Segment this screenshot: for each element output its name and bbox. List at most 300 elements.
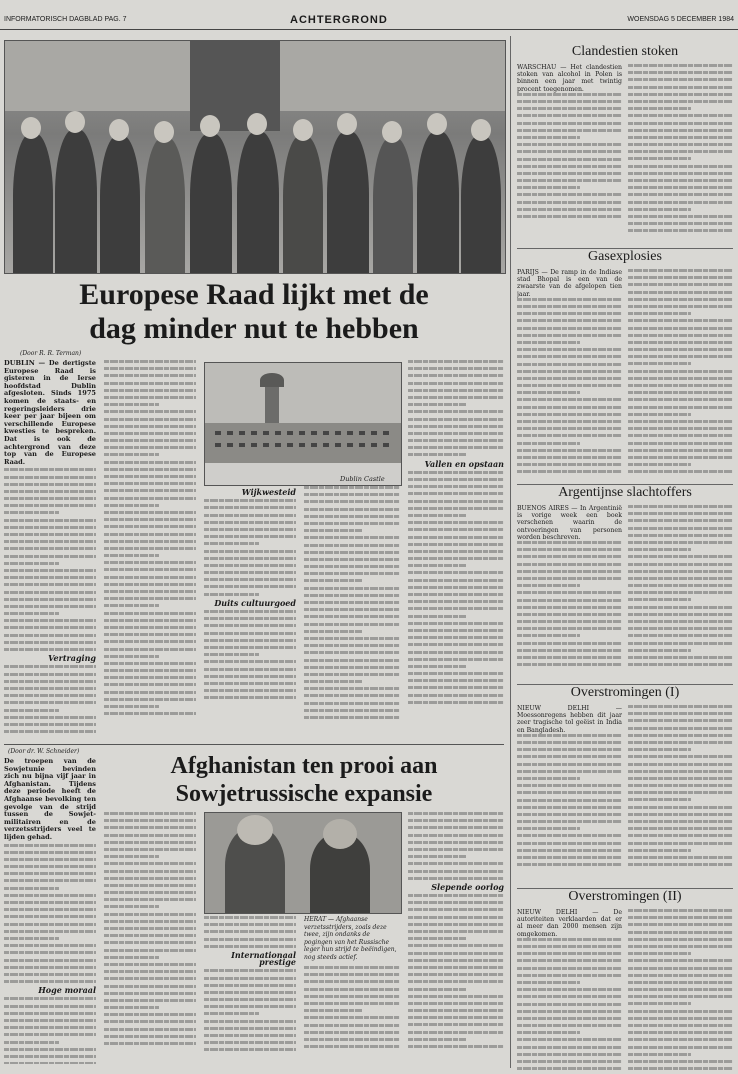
text-line <box>104 633 196 636</box>
text-line <box>628 620 733 623</box>
text-line <box>4 709 59 712</box>
text-line <box>628 1031 733 1034</box>
text-line <box>517 959 622 962</box>
text-line <box>517 806 622 809</box>
text-line <box>517 143 622 146</box>
text-line <box>408 425 504 428</box>
text-line <box>628 952 691 955</box>
text-line <box>517 456 622 459</box>
text-line <box>628 512 733 515</box>
text-line <box>304 594 400 597</box>
text-line <box>408 1031 504 1034</box>
text-line <box>408 500 504 503</box>
text-line <box>304 973 400 976</box>
brief-title: Overstromingen (I) <box>570 685 680 700</box>
text-line <box>628 834 733 837</box>
text-line <box>4 1062 96 1064</box>
text-line <box>104 547 196 550</box>
text-line <box>517 449 622 452</box>
brief-lead: BUENOS AIRES — In Argentinië is vorige week een boek verschenen waarin de ontvoeringen van personen worden beschreven. <box>517 505 622 541</box>
text-line <box>304 615 400 618</box>
text-line <box>628 763 733 766</box>
text-line <box>204 593 259 596</box>
text-line <box>4 858 96 861</box>
text-line <box>4 723 96 726</box>
article-divider <box>4 744 504 745</box>
text-line <box>517 777 580 780</box>
text-line <box>4 619 96 622</box>
text-line <box>408 1002 504 1005</box>
text-line <box>628 327 733 330</box>
text-line <box>517 856 622 859</box>
text-line <box>104 941 196 944</box>
article1-col5 <box>408 360 504 740</box>
text-line <box>304 988 400 991</box>
text-line <box>408 894 504 897</box>
text-line <box>408 665 466 668</box>
text-line <box>517 755 622 758</box>
text-line <box>517 649 622 652</box>
text-line <box>104 648 196 651</box>
text-line <box>628 748 691 751</box>
text-line <box>104 590 196 593</box>
text-line <box>517 627 622 630</box>
text-line <box>517 327 622 330</box>
text-line <box>104 848 196 851</box>
text-line <box>517 406 622 409</box>
text-line <box>628 806 733 809</box>
text-line <box>408 360 504 363</box>
text-line <box>104 554 159 557</box>
text-line <box>408 819 504 822</box>
text-line <box>628 93 733 96</box>
text-line <box>628 634 733 637</box>
text-line <box>517 974 622 977</box>
text-line <box>204 916 296 919</box>
text-line <box>517 370 622 373</box>
text-line <box>628 770 733 773</box>
text-line <box>408 923 504 926</box>
text-line <box>304 1009 362 1012</box>
text-line <box>304 587 400 590</box>
brief-title: Clandestien stoken <box>571 44 679 59</box>
text-line <box>104 382 196 385</box>
article1-subhead-vallen: Vallen en opstaan <box>424 458 504 469</box>
brief-title: Argentijnse slachtoffers <box>558 485 692 500</box>
text-line <box>104 453 159 456</box>
text-line <box>408 1045 504 1048</box>
text-line <box>408 877 504 880</box>
text-line <box>104 698 196 701</box>
text-line <box>408 478 504 481</box>
page-header <box>0 0 738 36</box>
text-line <box>628 555 733 558</box>
text-line <box>204 535 296 538</box>
text-line <box>628 355 733 358</box>
text-line <box>408 995 504 998</box>
text-line <box>628 916 733 919</box>
text-line <box>4 562 59 565</box>
text-line <box>517 165 622 168</box>
text-line <box>517 995 622 998</box>
text-line <box>408 848 504 851</box>
text-line <box>628 909 733 912</box>
text-line <box>408 514 466 517</box>
text-line <box>204 1041 296 1044</box>
text-line <box>517 193 622 196</box>
text-line <box>304 1031 400 1034</box>
text-line <box>204 632 296 635</box>
text-line <box>204 506 296 509</box>
text-line <box>304 608 400 611</box>
text-line <box>628 1038 733 1041</box>
text-line <box>104 985 196 988</box>
header-section: ACHTERGROND <box>290 14 388 26</box>
text-line <box>517 784 622 787</box>
text-line <box>517 584 580 587</box>
text-line <box>304 544 400 547</box>
text-line <box>204 646 296 649</box>
text-line <box>204 639 296 642</box>
text-line <box>628 606 733 609</box>
text-line <box>204 521 296 524</box>
article1-col3 <box>204 486 296 740</box>
text-line <box>628 784 733 787</box>
text-line <box>628 305 733 308</box>
text-line <box>628 995 733 998</box>
text-line <box>628 856 733 859</box>
text-line <box>304 1045 400 1048</box>
text-line <box>628 470 733 473</box>
text-line <box>4 901 96 904</box>
text-line <box>517 945 622 948</box>
text-line <box>204 1005 296 1008</box>
text-line <box>628 71 733 74</box>
text-line <box>204 1020 296 1023</box>
text-line <box>204 564 296 567</box>
text-line <box>204 945 296 948</box>
text-line <box>628 755 733 758</box>
header-rule <box>0 29 738 30</box>
text-line <box>104 568 196 571</box>
text-line <box>4 980 96 983</box>
text-line <box>628 208 691 211</box>
text-line <box>408 446 504 449</box>
text-line <box>4 915 96 918</box>
article2-col3 <box>204 916 296 1064</box>
text-line <box>408 439 504 442</box>
text-line <box>304 486 400 489</box>
text-line <box>4 504 96 507</box>
text-line <box>4 959 96 962</box>
text-line <box>408 622 504 625</box>
text-line <box>517 570 622 573</box>
text-line <box>628 938 733 941</box>
text-line <box>408 672 504 675</box>
text-line <box>4 966 96 969</box>
text-line <box>628 377 733 380</box>
text-line <box>628 114 733 117</box>
text-line <box>408 571 504 574</box>
text-line <box>104 374 196 377</box>
article1-col1 <box>4 360 96 740</box>
text-line <box>304 515 400 518</box>
text-line <box>104 1013 196 1016</box>
text-line <box>104 683 196 686</box>
text-line <box>408 586 504 589</box>
text-line <box>4 673 96 676</box>
text-line <box>104 905 159 908</box>
text-line <box>408 1009 504 1012</box>
text-line <box>517 1017 622 1020</box>
text-line <box>104 396 196 399</box>
brief-title: Gasexplosies <box>588 249 662 264</box>
text-line <box>628 434 733 437</box>
text-line <box>517 341 580 344</box>
text-line <box>4 1033 96 1036</box>
text-line <box>628 136 733 139</box>
brief-argentijnse <box>517 484 733 670</box>
text-line <box>628 931 733 934</box>
text-line <box>104 1006 159 1009</box>
text-line <box>408 826 504 829</box>
text-line <box>628 1010 733 1013</box>
text-line <box>628 945 733 948</box>
text-line <box>628 642 733 645</box>
text-line <box>304 1038 400 1041</box>
text-line <box>4 569 96 572</box>
text-line <box>4 526 96 529</box>
text-line <box>517 988 622 991</box>
text-line <box>517 1031 580 1034</box>
text-line <box>304 694 400 697</box>
text-line <box>517 334 622 337</box>
article2-subhead-prestige: Internationaal prestige <box>231 949 296 968</box>
text-line <box>4 951 96 954</box>
text-line <box>517 834 622 837</box>
text-line <box>408 901 504 904</box>
text-line <box>304 493 400 496</box>
text-line <box>628 150 733 153</box>
text-line <box>517 463 622 466</box>
text-line <box>628 613 733 616</box>
text-line <box>304 572 400 575</box>
text-line <box>104 525 196 528</box>
text-line <box>204 557 296 560</box>
text-line <box>4 973 96 976</box>
text-line <box>304 637 400 640</box>
text-line <box>204 542 259 545</box>
text-line <box>408 543 504 546</box>
text-line <box>628 406 733 409</box>
article1-subhead-wijkwesteid: Wijkwesteid <box>241 487 296 497</box>
brief-overstromingen-1 <box>517 684 733 870</box>
text-line <box>408 593 504 596</box>
text-line <box>104 1035 196 1038</box>
article1-lead: DUBLIN — De dertigste Europese Raad is gisteren in de Ierse hoofdstad Dublin afgesloten. Sinds 1975 komen de staats- en regeringsleiders drie keer per jaar bijeen om verschillende Europese kwesties te bespreken. Dat is ook de achtergrond van deze top van de Europese Raad. <box>4 360 96 466</box>
text-line <box>517 620 622 623</box>
text-line <box>204 653 259 656</box>
text-line <box>628 1060 733 1063</box>
text-line <box>408 701 504 704</box>
text-line <box>4 612 59 615</box>
text-line <box>408 564 466 567</box>
text-line <box>408 367 504 370</box>
text-line <box>628 298 733 301</box>
article1-subhead-duits: Duits cultuurgoed <box>214 597 296 608</box>
text-line <box>628 341 733 344</box>
text-line <box>517 427 622 430</box>
text-line <box>304 1002 400 1005</box>
text-line <box>517 1003 622 1006</box>
text-line <box>4 533 96 536</box>
text-line <box>408 410 504 413</box>
text-line <box>517 114 622 117</box>
text-line <box>204 1034 296 1037</box>
text-line <box>517 981 580 984</box>
text-line <box>104 655 159 658</box>
text-line <box>104 626 196 629</box>
text-line <box>628 179 733 182</box>
text-line <box>104 999 196 1002</box>
text-line <box>304 522 400 525</box>
text-line <box>628 291 733 294</box>
text-line <box>628 449 733 452</box>
text-line <box>104 920 196 923</box>
text-line <box>304 601 400 604</box>
text-line <box>408 643 504 646</box>
text-line <box>628 519 733 522</box>
text-line <box>517 363 622 366</box>
text-line <box>204 675 296 678</box>
text-line <box>204 930 296 933</box>
text-line <box>4 468 96 471</box>
text-line <box>517 186 580 189</box>
text-line <box>628 312 691 315</box>
article2-subhead-hoge-moraal: Hoge moraal <box>38 985 96 996</box>
text-line <box>628 215 733 218</box>
sidebar-news-briefs <box>510 36 738 1068</box>
text-line <box>628 563 733 566</box>
dublin-castle-photo <box>204 362 402 486</box>
text-line <box>104 898 196 901</box>
text-line <box>204 984 296 987</box>
text-line <box>517 748 622 751</box>
text-line <box>204 938 296 941</box>
text-line <box>304 644 400 647</box>
text-line <box>4 716 96 719</box>
text-line <box>628 981 733 984</box>
text-line <box>4 497 96 500</box>
text-line <box>408 389 504 392</box>
text-line <box>4 490 96 493</box>
article1-subhead-vertraging: Vertraging <box>48 653 96 664</box>
text-line <box>104 482 196 485</box>
text-line <box>104 561 196 564</box>
text-line <box>4 844 96 847</box>
text-line <box>304 536 400 539</box>
text-line <box>204 689 296 692</box>
text-line <box>628 584 733 587</box>
text-line <box>628 78 733 81</box>
text-line <box>408 636 504 639</box>
text-line <box>408 959 504 962</box>
text-line <box>517 763 622 766</box>
text-line <box>517 863 622 866</box>
text-line <box>104 1042 196 1045</box>
text-line <box>408 485 504 488</box>
text-line <box>104 475 196 478</box>
article2-subhead-slepende: Slepende oorlog <box>431 881 504 892</box>
text-line <box>104 576 196 579</box>
text-line <box>517 591 622 594</box>
text-line <box>517 413 622 416</box>
text-line <box>204 617 296 620</box>
text-line <box>628 269 733 272</box>
text-line <box>204 528 296 531</box>
text-line <box>408 679 504 682</box>
text-line <box>104 504 159 507</box>
text-line <box>104 884 196 887</box>
text-line <box>104 410 196 413</box>
text-line <box>628 229 733 232</box>
brief-lead: NIEUW DELHI — De autoriteiten verklaarden dat er al meer dan 2000 mensen zijn omgekomen. <box>517 909 622 938</box>
text-line <box>204 1048 296 1051</box>
text-line <box>104 432 196 435</box>
text-line <box>104 1028 196 1031</box>
text-line <box>408 521 504 524</box>
article2-byline: (Door dr. W. Schneider) <box>8 748 80 755</box>
text-line <box>408 629 504 632</box>
text-line <box>104 367 196 370</box>
text-line <box>517 563 622 566</box>
text-line <box>104 963 196 966</box>
text-line <box>104 862 196 865</box>
text-line <box>628 334 733 337</box>
text-line <box>628 827 733 830</box>
text-line <box>4 879 96 882</box>
text-line <box>304 565 400 568</box>
text-line <box>104 662 196 665</box>
text-line <box>104 619 196 622</box>
text-line <box>204 571 296 574</box>
text-line <box>628 442 733 445</box>
text-line <box>517 541 622 544</box>
text-line <box>304 623 400 626</box>
text-line <box>104 934 196 937</box>
text-line <box>408 1038 466 1041</box>
text-line <box>104 511 196 514</box>
text-line <box>517 150 622 153</box>
text-line <box>628 100 733 103</box>
text-line <box>4 583 96 586</box>
text-line <box>517 634 580 637</box>
text-line <box>517 613 622 616</box>
text-line <box>204 624 296 627</box>
text-line <box>517 606 622 609</box>
text-line <box>517 1053 622 1056</box>
text-line <box>517 642 622 645</box>
text-line <box>4 555 96 558</box>
text-line <box>517 770 622 773</box>
text-line <box>517 734 622 737</box>
article1-col4 <box>304 486 400 740</box>
text-line <box>204 514 296 517</box>
article2-headline-line2: Sowjetrussische expansie <box>175 781 433 807</box>
text-line <box>4 1026 96 1029</box>
text-line <box>628 413 691 416</box>
text-line <box>628 591 733 594</box>
